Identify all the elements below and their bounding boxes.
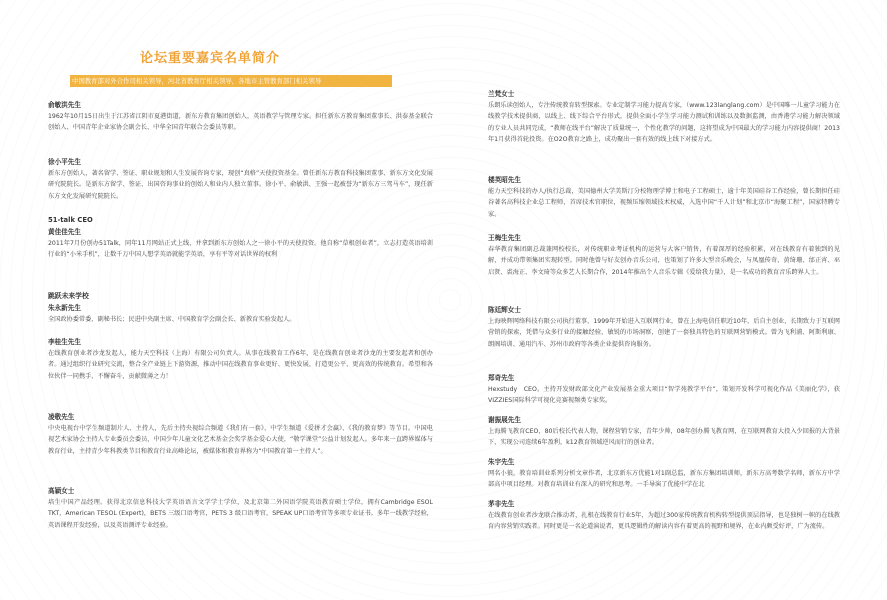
guest-name: 凌敬先生 bbox=[48, 413, 75, 421]
guest-name: 高颖女士 bbox=[48, 487, 75, 495]
guest-bio: 网名小狼，教育培训业系列分析文章作者，北京新东方优能1对1副总监，新东方集团培训师，新东方高考数学名师，新东方中学部高中项目经理。对教育培训业有深入的研究和思考。一手导演了优能中学在北 bbox=[488, 470, 840, 489]
guest-entry bbox=[488, 89, 840, 146]
guest-entry bbox=[48, 412, 433, 457]
guest-name: 楼英昭先生 bbox=[488, 176, 521, 184]
guest-entry bbox=[488, 305, 840, 350]
guest-entry bbox=[48, 337, 433, 382]
guest-name: 王梅生先生 bbox=[488, 234, 521, 242]
guest-bio: 培生中国产品经理。获得北京信息科技大学英语语言文学学士学位，及北京第二外国语学院英语教育硕士学位，拥有Cambridge ESOL TKT，American TESOL (Expert)，BETS 三级口语考官，PETS 3 级口语考官，SPEAK UP口语考官等多项专业证书。多年一线教学经验，英语课程开发经验，以及英语测评专业经验。 bbox=[48, 499, 433, 529]
guest-entry bbox=[48, 157, 433, 202]
guest-bio: 新东方创始人，著名留学、签证、职业规划和人生发展咨询专家，现创“真格”天使投资基金。曾任新东方教育科技集团董事、新东方文化发展研究院院长。是新东方留学、签证、出国咨询事业的创始人和业内人独立董事。徐小平、俞敏洪、王强一起被誉为“新东方三驾马车”，现任新东方文化发展研究院院长。 bbox=[48, 170, 433, 200]
guest-name: 徐小平先生 bbox=[48, 158, 81, 166]
guest-bio: 上海映辉网络科技有限公司执行董事，1999年开始进入互联网行业，曾在上海电信任职近10年，后自主创业，长期致力于互联网营销的探索，凭借与众多行业的接触经验，敏锐的市场洞察，创建了一套独具特色的互联网营销模式。曾为飞利浦、阿斯利康、朗阁培训、通用汽车、苏州市政府等各类企业提供咨询服务。 bbox=[488, 318, 840, 348]
guest-name: 兰梵女士 bbox=[488, 90, 515, 98]
guest-entry bbox=[488, 233, 840, 278]
guest-bio: 中央电视台中学生频道制片人、主持人，先后主持央视综合频道《我们有一套》、中学生频道《爱拼才会赢》、《我的教育梦》等节目。中国电视艺术家协会主持人专业委员会委员，中国少年儿童文化艺术基金会奖学基金爱心大使，“敬学课堂”公益计划发起人。多年来一直跨界媒体与教育行业，主持青少年科教类节目和教育行业高峰论坛，被媒体和教育界称为“中国教育第一主持人”。 bbox=[48, 425, 433, 455]
guest-entry bbox=[488, 373, 840, 407]
guest-bio: 全国政协委常委、副秘书长；民进中央副主席、中国教育学会副会长、新教育实验发起人。 bbox=[48, 316, 296, 323]
guest-bio: 1962年10月15日出生于江苏省江阴市夏港街道，新东方教育集团创始人，英语教学与管理专家。担任新东方教育集团董事长、洪泰基金联合创始人、中国青年企业家协会副会长、中华全国青年联合会委员等职。 bbox=[48, 113, 433, 132]
section-heading: 51-talk CEO bbox=[48, 216, 93, 224]
guest-bio: Hexstudy CEO。主持开发财政部文化产业发展基金重大项目“智学苑教学平台”，策划开发科学可视化作品《美丽化学》，获VIZZIES国际科学可视化竞赛视频类专家奖。 bbox=[488, 386, 840, 405]
guest-bio: 春华教育集团副总裁兼网校校长，对传统职业考证机构的运营与大客户销售，有着深厚的经验积累，对在线教育有着独到的见解，并成功带领集团实现转型。同时他曾与好友创办音乐公司，也策划了许多大型音乐晚会，与凤凰传奇、黄绮珊、邰正宵、巫启贤、裘海正、李文琦等众多艺人长期合作，2014年推出个人音乐专辑《爱给我力量》，是一名成功的教育音乐跨界人士。 bbox=[488, 246, 840, 276]
guest-entry bbox=[488, 457, 840, 491]
guest-bio: 乐朗乐读创始人，专注传统教育转型探索。专业定制学习能力提高专家，（www.123langlang.com）是中国唯一儿童学习能力在线教学技术提供商，以线上、线下综合平台形式，提供全面小学生学习能力测试和训练以及数据监测，由香港学习能力解决领域的专业人员共同完成，“教师在线平台”解决了质量统一，个性化教学的问题，这将望成为中国最大的学习能力内容提供商！2013年1月获得首轮投资。在O2O教育之路上，成功聚出一套有效的线上线下对接方式。 bbox=[488, 102, 840, 144]
guest-entry bbox=[48, 227, 433, 261]
guest-name: 茅非先生 bbox=[488, 500, 515, 508]
guest-entry bbox=[48, 303, 433, 325]
guest-bio: 2011年7月份创办51Talk，同年11月网站正式上线，并拿到新东方创始人之一徐小平的天使投资。他自称“草根创业者”，立志打造英语培训行业的“小米手机”，让数千万中国人想学英语就能学英语，享有平等对话世界的权利 bbox=[48, 240, 433, 259]
guest-name: 朱永新先生 bbox=[48, 304, 81, 312]
guest-entry bbox=[48, 100, 433, 134]
page-title: 论坛重要嘉宾名单简介 bbox=[140, 51, 281, 66]
guest-entry bbox=[488, 499, 840, 533]
guest-name: 俞敏洪先生 bbox=[48, 101, 81, 109]
guest-entry bbox=[488, 415, 840, 449]
guest-bio: 能力天空科技的办人/执行总裁，美国德州大学美斯汀分校物理学博士和电子工程硕士，逾十年美国硅谷工作经验，曾长期担任硅谷著名高科技企业总工程师，首席技术官职位，视频压缩领域技术权威，入选中国“千人计划”和北京市“海聚工程”，国家特聘专家。 bbox=[488, 188, 840, 218]
guest-name: 李桂生先生 bbox=[48, 338, 81, 346]
guest-bio: 在线教育创业者沙龙发起人，能力天空科技（上海）有限公司负责人。从事在线教育工作6年，是在线教育创业者沙龙的主要发起者和创办者。通过组织行业研究交流，整合全产业链上下游资源，推动中国在线教育事业更好、更快发展，打造更公平、更高效的传统教育。希望和各位伙伴一同携手，不懈奋斗，贡献微薄之力！ bbox=[48, 350, 433, 380]
guest-name: 黄佳佳先生 bbox=[48, 228, 81, 236]
guest-name: 朱宇先生 bbox=[488, 458, 515, 466]
guest-bio: 上海腾飞教育CEO，80后校长代表人物，课程营销专家，青年少帅，08年创办腾飞教育网，在互联网教育大投入少回报的大背景下，实现公司连续6年盈利，k12教育领域逆风而行的创业者。 bbox=[488, 428, 840, 447]
officials-banner: 中国教育部对外合作司相关领导，河北省教育厅相关领导，各地市主管教育部门相关领导 bbox=[70, 75, 392, 87]
guest-entry bbox=[48, 486, 433, 531]
guest-entry bbox=[488, 175, 840, 220]
guest-bio: 在线教育创业者沙龙联合推动者，扎根在线教育行业5年，为超过300家传统教育机构转型提供顶层指导，也是独树一帜的在线教育内容营销实践者。同时更是一名论道演说者，更具逻辑性的解读内容有着更高的视野和境界，在业内颇受好评，广为流传。 bbox=[488, 512, 840, 531]
guest-name: 谢振展先生 bbox=[488, 416, 521, 424]
guest-name: 郑奇先生 bbox=[488, 374, 515, 382]
section-heading: 跳跃未来学校 bbox=[48, 292, 89, 300]
guest-name: 陈廷辉女士 bbox=[488, 306, 521, 314]
